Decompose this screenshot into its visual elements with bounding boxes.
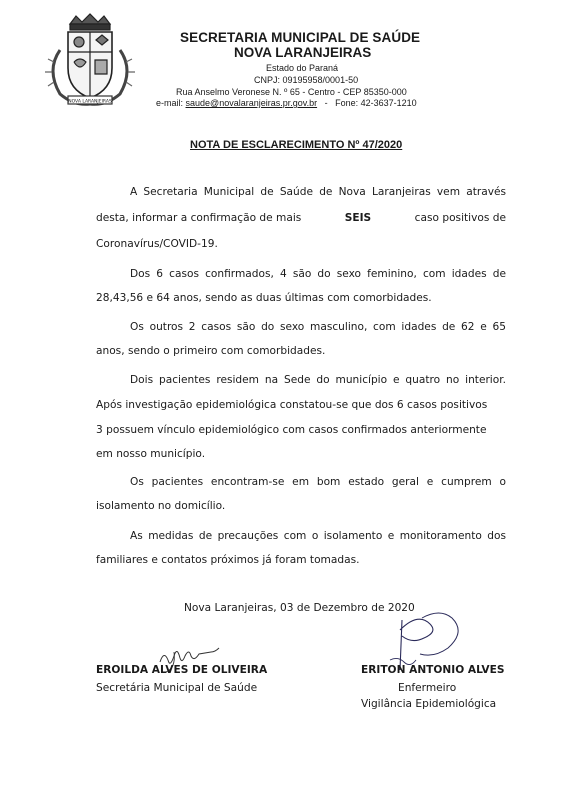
email-label: e-mail:: [156, 98, 184, 108]
place-date: Nova Laranjeiras, 03 de Dezembro de 2020: [184, 602, 415, 614]
body-line: em nosso município.: [96, 448, 206, 460]
municipal-crest-logo: [40, 10, 140, 110]
body-emphasis: SEIS: [344, 212, 372, 224]
body-line: Os outros 2 casos são do sexo masculino, com idades de 62 e 65: [130, 321, 506, 333]
header-address: Rua Anselmo Veronese N. º 65 - Centro - CEP 85350-000: [176, 87, 407, 97]
body-line: isolamento no domicílio.: [96, 500, 226, 512]
body-line: Após investigação epidemiológica constatou-se que dos 6 casos positivos: [96, 399, 488, 411]
body-line: 28,43,56 e 64 anos, sendo as duas últimas com comorbidades.: [96, 292, 432, 304]
header-contact: [156, 98, 417, 108]
body-line: A Secretaria Municipal de Saúde de Nova Laranjeiras vem através: [130, 186, 506, 198]
body-line: 3 possuem vínculo epidemiológico com casos confirmados anteriormente: [96, 424, 487, 436]
body-line: familiares e contatos próximos já foram tomadas.: [96, 554, 360, 566]
header-city: NOVA LARANJEIRAS: [234, 45, 372, 60]
body-line: As medidas de precauções com o isolamento e monitoramento dos: [130, 530, 506, 542]
crest-banner-text: NOVA LARANJEIRAS: [68, 99, 112, 105]
header-cnpj: CNPJ: 09195958/0001-50: [254, 75, 359, 85]
left-signatory-role: Secretária Municipal de Saúde: [96, 682, 258, 694]
left-signatory-name: EROILDA ALVES DE OLIVEIRA: [96, 664, 268, 676]
right-signatory-department: Vigilância Epidemiológica: [361, 698, 497, 710]
body-line: Dos 6 casos confirmados, 4 são do sexo feminino, com idades de: [130, 268, 506, 280]
phone-number: Fone: 42-3637-1210: [335, 98, 417, 108]
body-text: desta, informar a confirmação de mais: [96, 212, 302, 224]
body-line: Os pacientes encontram-se em bom estado geral e cumprem o: [130, 476, 506, 488]
body-line: [96, 212, 506, 224]
document-title: NOTA DE ESCLARECIMENTO Nº 47/2020: [190, 139, 403, 151]
right-signatory-role: Enfermeiro: [398, 682, 457, 694]
header-title: SECRETARIA MUNICIPAL DE SAÚDE: [180, 30, 421, 45]
header-state: Estado do Paraná: [266, 63, 339, 73]
right-signatory-name: ERITON ANTONIO ALVES: [361, 664, 505, 676]
body-line: anos, sendo o primeiro com comorbidades.: [96, 345, 326, 357]
body-line: Dois pacientes residem na Sede do município e quatro no interior.: [130, 374, 506, 386]
email-link[interactable]: saude@novalaranjeiras.pr.gov.br: [185, 98, 318, 108]
body-text: caso positivos de: [414, 212, 506, 224]
body-line: Coronavírus/COVID-19.: [96, 238, 218, 250]
separator: -: [324, 98, 328, 108]
